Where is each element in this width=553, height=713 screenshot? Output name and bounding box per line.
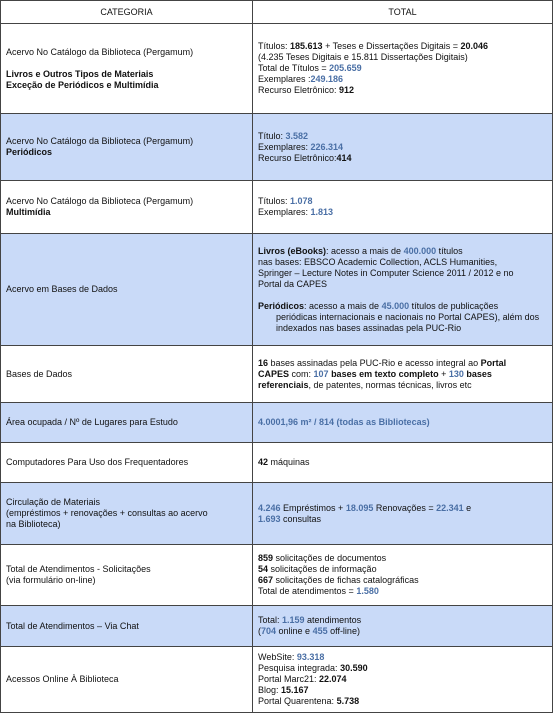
cell-text: Blog: bbox=[258, 685, 282, 695]
cell-text: Portal bbox=[480, 357, 507, 368]
text-line bbox=[258, 207, 547, 218]
total-cell bbox=[253, 234, 553, 346]
cell-text: 15.167 bbox=[281, 685, 309, 695]
text-line bbox=[258, 301, 547, 312]
cell-text: Portal da CAPES bbox=[258, 278, 328, 289]
category-cell: Computadores Para Uso dos Frequentadores bbox=[1, 443, 253, 483]
text-line bbox=[258, 586, 547, 597]
cell-text: Exemplares: bbox=[258, 207, 311, 217]
category-cell: Área ocupada / Nº de Lugares para Estudo bbox=[1, 403, 253, 443]
total-cell bbox=[253, 545, 553, 606]
cell-text: Multimídia bbox=[6, 207, 51, 217]
category-label: Acervo No Catálogo da Biblioteca (Pergamum) bbox=[6, 46, 194, 57]
text-line bbox=[258, 196, 547, 207]
cell-text: 18.095 bbox=[345, 502, 374, 513]
cell-text: máquinas bbox=[268, 457, 310, 467]
cell-text: periódicas internacionais e nacionais no Portal CAPES), além dos bbox=[276, 311, 540, 322]
cell-text: Periódicos bbox=[6, 147, 53, 157]
cell-text: 54 bbox=[258, 564, 269, 574]
cell-text: Pesquisa integrada: bbox=[258, 663, 341, 673]
cell-text: indexados nas bases assinadas pela PUC-Rio bbox=[276, 322, 462, 333]
header-total: TOTAL bbox=[253, 1, 553, 24]
cell-text: consultas bbox=[280, 513, 322, 524]
cell-text: 249.186 bbox=[310, 74, 344, 84]
cell-text: Títulos: bbox=[258, 196, 291, 206]
text-line bbox=[258, 246, 547, 257]
cell-text: 414 bbox=[336, 152, 352, 163]
cell-text: 45.000 bbox=[381, 300, 410, 311]
category-cell: Total de Atendimentos – Via Chat bbox=[1, 606, 253, 647]
cell-text: Periódicos bbox=[258, 300, 305, 311]
category-cell bbox=[1, 114, 253, 181]
cell-text: bases em texto completo bbox=[328, 368, 439, 379]
cell-text: 859 bbox=[258, 553, 274, 563]
cell-text: Empréstimos + bbox=[280, 502, 346, 513]
cell-text: 1.580 bbox=[356, 586, 379, 596]
cell-text: títulos de publicações bbox=[409, 300, 499, 311]
cell-text: 3.582 bbox=[285, 130, 309, 141]
total-cell bbox=[253, 346, 553, 403]
cell-text: 704 bbox=[261, 626, 277, 636]
total-cell bbox=[253, 181, 553, 234]
cell-text: 1.078 bbox=[290, 196, 313, 206]
category-sublabel: Exceção de Periódicos e Multimídia bbox=[6, 79, 159, 90]
text-line bbox=[258, 575, 547, 586]
text-line bbox=[258, 626, 547, 637]
text-line bbox=[258, 685, 547, 696]
table-row bbox=[1, 606, 553, 647]
total-cell bbox=[253, 24, 553, 114]
text-line bbox=[258, 131, 547, 142]
category-cell bbox=[1, 545, 253, 606]
text-line bbox=[258, 615, 547, 626]
text-line bbox=[258, 553, 547, 564]
table-row bbox=[1, 114, 553, 181]
cell-text: referenciais bbox=[258, 379, 309, 390]
cell-text: : acesso a mais de bbox=[304, 300, 382, 311]
text-line bbox=[258, 696, 547, 707]
cell-text: 93.318 bbox=[296, 652, 325, 662]
cell-text: 1.693 bbox=[258, 513, 281, 524]
text-line bbox=[258, 564, 547, 575]
category-cell: Acervo em Bases de Dados bbox=[1, 234, 253, 346]
cell-text: 185.613 bbox=[290, 41, 323, 51]
cell-text: e bbox=[463, 502, 472, 513]
cell-text: : acesso a mais de bbox=[326, 245, 404, 256]
cell-text: 30.590 bbox=[340, 663, 368, 673]
table-row bbox=[1, 647, 553, 713]
category-cell: Bases de Dados bbox=[1, 346, 253, 403]
text-line bbox=[258, 74, 547, 85]
table-row bbox=[1, 346, 553, 403]
text-line bbox=[258, 142, 547, 153]
cell-text: (empréstimos + renovações + consultas ao acervo bbox=[6, 508, 208, 518]
total-cell bbox=[253, 483, 553, 545]
cell-text: Total de Atendimentos - Solicitações bbox=[6, 564, 151, 574]
cell-text: Circulação de Materiais bbox=[6, 497, 101, 507]
cell-text: off-line) bbox=[327, 626, 360, 636]
cell-text: Acervo No Catálogo da Biblioteca (Pergamum) bbox=[6, 196, 194, 206]
cell-text: 1.813 bbox=[310, 207, 334, 217]
cell-text: 42 bbox=[258, 457, 269, 467]
cell-text: 4.0001,96 m² / 814 (todas as Bibliotecas) bbox=[258, 417, 430, 427]
cell-text: , de patentes, normas técnicas, livros etc bbox=[308, 379, 472, 390]
category-cell bbox=[1, 181, 253, 234]
cell-text: ( bbox=[258, 626, 261, 636]
text-line bbox=[258, 85, 547, 96]
cell-text: + Teses e Dissertações Digitais = bbox=[322, 41, 461, 51]
cell-text: Renovações = bbox=[373, 502, 437, 513]
total-cell bbox=[253, 443, 553, 483]
text-line bbox=[258, 358, 547, 369]
text-line bbox=[258, 63, 547, 74]
cell-text: (4.235 Teses Digitais e 15.811 Dissertações Digitais) bbox=[258, 52, 468, 62]
cell-text: bases bbox=[463, 368, 492, 379]
cell-text: nas bases: EBSCO Academic Collection, ACLS Humanities, bbox=[258, 256, 498, 267]
cell-text: atendimentos bbox=[304, 615, 362, 625]
cell-text: Exemplares : bbox=[258, 74, 311, 84]
total-cell bbox=[253, 606, 553, 647]
text-line bbox=[258, 652, 547, 663]
category-cell bbox=[1, 483, 253, 545]
category-sublabel: Livros e Outros Tipos de Materiais bbox=[6, 68, 154, 79]
cell-text: + bbox=[438, 368, 449, 379]
line-spacer bbox=[6, 58, 247, 69]
cell-text: Total de Títulos = bbox=[258, 63, 330, 73]
total-cell bbox=[253, 403, 553, 443]
text-line bbox=[258, 503, 547, 514]
text-line bbox=[258, 663, 547, 674]
cell-text: Títulos: bbox=[258, 41, 291, 51]
cell-text: Portal Marc21: bbox=[258, 674, 320, 684]
cell-text: 1.159 bbox=[282, 615, 305, 625]
cell-text: na Biblioteca) bbox=[6, 519, 61, 529]
cell-text: solicitações de documentos bbox=[273, 553, 387, 563]
cell-text: Recurso Eletrônico: bbox=[258, 85, 340, 95]
table-row bbox=[1, 483, 553, 545]
cell-text: 20.046 bbox=[460, 41, 488, 51]
cell-text: bases assinadas pela PUC-Rio e acesso integral ao bbox=[268, 357, 481, 368]
cell-text: 455 bbox=[312, 626, 328, 636]
cell-text: Recurso Eletrônico: bbox=[258, 152, 337, 163]
cell-text: CAPES bbox=[258, 368, 290, 379]
cell-text: Livros (eBooks) bbox=[258, 245, 327, 256]
line-spacer bbox=[258, 290, 547, 301]
text-line bbox=[258, 674, 547, 685]
cell-text: solicitações de informação bbox=[268, 564, 377, 574]
category-cell: Acessos Online À Biblioteca bbox=[1, 647, 253, 713]
table-row bbox=[1, 234, 553, 346]
text-line bbox=[258, 153, 547, 164]
cell-text: Total: bbox=[258, 615, 283, 625]
total-cell bbox=[253, 114, 553, 181]
cell-text: 130 bbox=[448, 368, 464, 379]
cell-text: Exemplares: bbox=[258, 141, 311, 152]
cell-text: 912 bbox=[339, 85, 355, 95]
cell-text: 400.000 bbox=[403, 245, 437, 256]
text-line bbox=[258, 41, 547, 52]
header-category: CATEGORIA bbox=[1, 1, 253, 24]
cell-text: 16 bbox=[258, 357, 269, 368]
table-row bbox=[1, 24, 553, 114]
cell-text: 667 bbox=[258, 575, 274, 585]
cell-text: 22.341 bbox=[436, 502, 464, 513]
cell-text: 4.246 bbox=[258, 502, 281, 513]
text-line bbox=[258, 514, 547, 525]
table-row bbox=[1, 181, 553, 234]
cell-text: Total de atendimentos = bbox=[258, 586, 357, 596]
table-row bbox=[1, 403, 553, 443]
cell-text: WebSite: bbox=[258, 652, 297, 662]
cell-text: 107 bbox=[313, 368, 329, 379]
cell-text: 205.659 bbox=[329, 63, 362, 73]
cell-text: Portal Quarentena: bbox=[258, 696, 337, 706]
total-cell bbox=[253, 647, 553, 713]
header-row bbox=[1, 1, 553, 24]
table-row bbox=[1, 545, 553, 606]
table-row bbox=[1, 443, 553, 483]
cell-text: com: bbox=[289, 368, 314, 379]
cell-text: Acervo No Catálogo da Biblioteca (Pergamum) bbox=[6, 136, 194, 146]
category-cell bbox=[1, 24, 253, 114]
cell-text: online e bbox=[276, 626, 313, 636]
cell-text: Springer – Lecture Notes in Computer Science 2011 / 2012 e no bbox=[258, 267, 514, 278]
cell-text: 5.738 bbox=[336, 696, 360, 706]
cell-text: solicitações de fichas catalográficas bbox=[273, 575, 419, 585]
text-line bbox=[258, 380, 547, 391]
cell-text: 22.074 bbox=[319, 674, 347, 684]
cell-text: 226.314 bbox=[310, 141, 344, 152]
text-line bbox=[258, 369, 547, 380]
cell-text: (via formulário on-line) bbox=[6, 575, 96, 585]
cell-text: Título: bbox=[258, 130, 286, 141]
cell-text: títulos bbox=[436, 245, 463, 256]
